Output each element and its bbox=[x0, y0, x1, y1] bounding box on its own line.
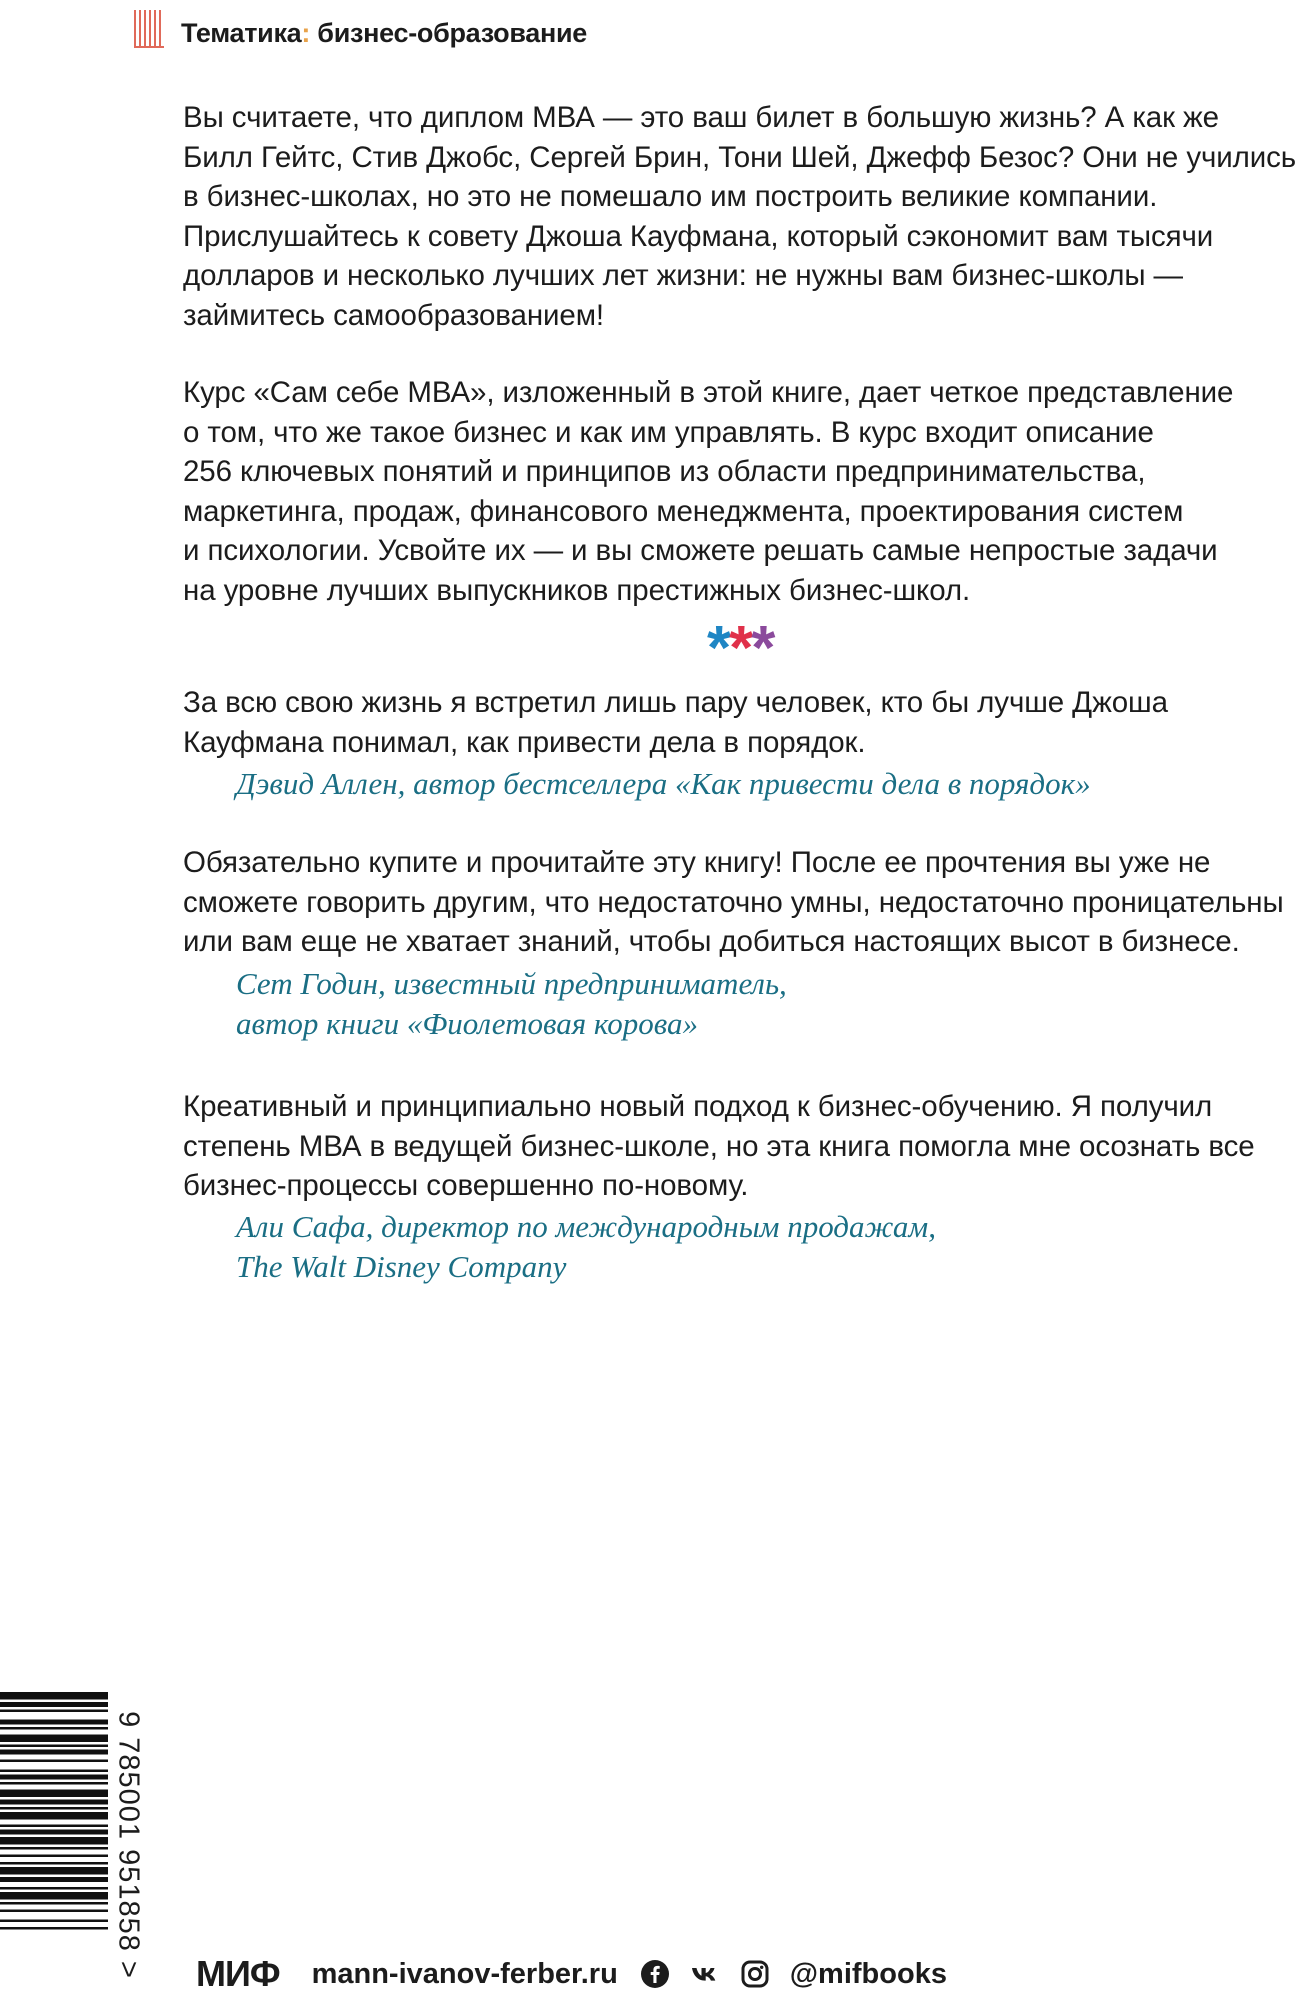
topic-value: бизнес-образование bbox=[310, 18, 588, 48]
barcode-bar bbox=[0, 1760, 108, 1763]
barcode-bar bbox=[0, 1877, 108, 1882]
barcode-bar bbox=[0, 1790, 108, 1798]
barcode-bar bbox=[0, 1775, 108, 1780]
barcode-bar bbox=[0, 1902, 108, 1905]
barcode-bar bbox=[0, 1920, 108, 1923]
star-purple: * bbox=[751, 614, 774, 683]
barcode-bar bbox=[0, 1867, 108, 1875]
barcode-bar bbox=[0, 1750, 108, 1755]
isbn-barcode bbox=[0, 1690, 108, 2000]
review-quote-1: За всю свою жизнь я встретил лишь пару человек, кто бы лучше Джоша Кауфмана понимал, как привести дела в порядок. bbox=[183, 686, 1168, 759]
vk-icon[interactable] bbox=[690, 1959, 720, 1989]
instagram-icon[interactable] bbox=[740, 1959, 770, 1989]
barcode-bar bbox=[0, 1892, 108, 1900]
barcode-bar bbox=[0, 1812, 108, 1820]
barcode-bar bbox=[0, 1782, 108, 1785]
barcode-bar bbox=[0, 1727, 108, 1730]
facebook-icon[interactable] bbox=[640, 1959, 670, 1989]
star-separator bbox=[707, 614, 774, 683]
isbn-digits: 9 785001 951858 > bbox=[112, 1711, 145, 1979]
review-quote-3: Креативный и принципиально новый подход к бизнес-обучению. Я получил степень МВА в ведущей бизнес-школе, но эта книга помогла мне осознать все бизнес-процессы совершенно по-новому. bbox=[183, 1090, 1255, 1202]
barcode-bar bbox=[0, 1862, 108, 1865]
social-handle[interactable]: @mifbooks bbox=[789, 1957, 947, 1990]
topic-heading bbox=[181, 18, 587, 49]
barcode-bar bbox=[0, 1702, 108, 1707]
barcode-bar bbox=[0, 1745, 108, 1748]
barcode-bar bbox=[0, 1927, 108, 1930]
review-author-3: Али Сафа, директор по международным продажам, The Walt Disney Company bbox=[236, 1209, 936, 1284]
star-red: * bbox=[729, 614, 752, 683]
publisher-footer bbox=[196, 1950, 947, 1998]
website-link[interactable]: mann-ivanov-ferber.ru bbox=[311, 1957, 618, 1990]
barcode-bar bbox=[0, 1837, 108, 1845]
barcode-bar bbox=[0, 1720, 108, 1725]
description-paragraph-2: Курс «Сам себе МВА», изложенный в этой книге, дает четкое представление о том, что же такое бизнес и как им управлять. В курс входит описание 256 ключевых понятий и принципов из области предпринимательства, маркетинга, продаж, финансового менеджмента, проектирования систем и психологии. Усвойте их — и вы сможете решать самые непростые задачи на уровне лучших выпускников престижных бизнес-школ. bbox=[183, 376, 1234, 607]
barcode-bar bbox=[0, 1735, 108, 1743]
barcode-bar bbox=[0, 1807, 108, 1810]
barcode-bar bbox=[0, 1847, 108, 1850]
mif-logo: МИФ bbox=[196, 1953, 280, 1994]
review-author-2: Сет Годин, известный предприниматель, автор книги «Фиолетовая корова» bbox=[236, 966, 787, 1041]
barcode-bar bbox=[0, 1825, 108, 1828]
barcode-bar bbox=[0, 1830, 108, 1835]
barcode-bar bbox=[0, 1770, 108, 1773]
barcode-bar bbox=[0, 1855, 108, 1858]
isbn-digits-area bbox=[108, 1690, 148, 2000]
barcode-bar bbox=[0, 1910, 108, 1913]
star-blue: * bbox=[707, 614, 730, 683]
barcode-bar bbox=[0, 1692, 108, 1700]
review-author-1: Дэвид Аллен, автор бестселлера «Как привести дела в порядок» bbox=[236, 766, 1091, 801]
barcode-bar bbox=[0, 1710, 108, 1713]
review-quote-2: Обязательно купите и прочитайте эту книгу! После ее прочтения вы уже не сможете говорить другим, что недостаточно умны, недостаточно проницательны или вам еще не хватает знаний, чтобы добиться настоящих высот в бизнесе. bbox=[183, 846, 1284, 958]
topic-label: Тематика bbox=[181, 18, 302, 48]
barcode-bar bbox=[0, 1800, 108, 1805]
barcode-bar bbox=[0, 1887, 108, 1890]
publisher-stripes-icon bbox=[134, 10, 164, 48]
topic-colon: : bbox=[301, 18, 311, 48]
description-paragraph-1: Вы считаете, что диплом МВА — это ваш билет в большую жизнь? А как же Билл Гейтс, Стив Джобс, Сергей Брин, Тони Шей, Джефф Безос? Они не учились в бизнес-школах, но это не помешало им построить великие компании. Прислушайтесь к совету Джоша Кауфмана, который сэкономит вам тысячи долларов и несколько лучших лет жизни: не нужны вам бизнес-школы — займитесь самообразованием! bbox=[183, 101, 1297, 332]
